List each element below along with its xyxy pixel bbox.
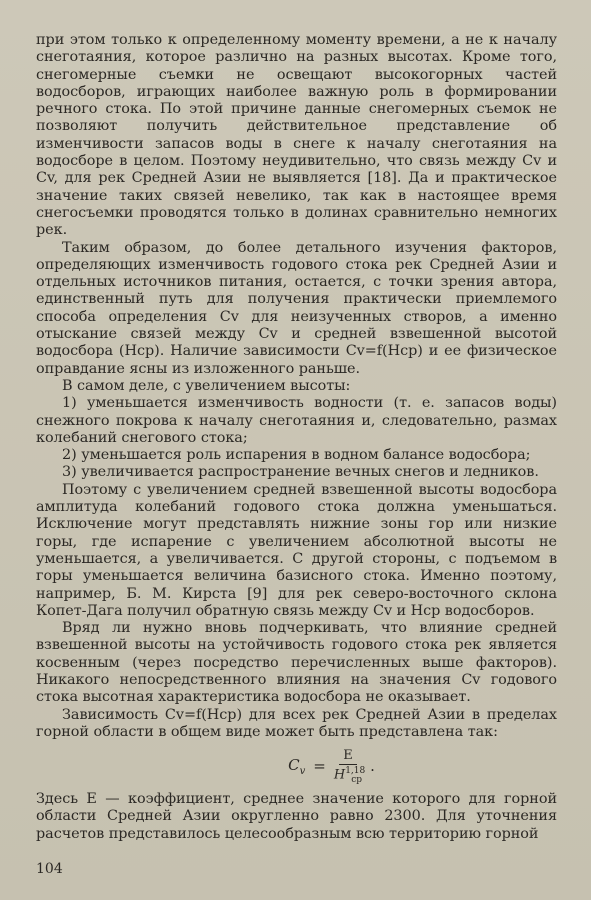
paragraph-p2: Таким образом, до более детального изучения факторов, определяющих изменчивость годового стока рек Средней Азии и отдельных источников питания, остается, с точки зрения автора, единственный путь для получения практически приемлемого способа определения Cv для неизученных створов, а именно отыскание связей между Cv и средней взвешенной высотой водосбора (Hср). Наличие зависимости Cv=f(Hср) и ее физическое оправдание ясны из изложенного раньше. [36,239,557,377]
paragraph-p8: Вряд ли нужно вновь подчеркивать, что влияние средней взвешенной высоты на устойчивость годового стока рек является косвенным (через посредство перечисленных выше факторов). Никакого непосредственного влияния на значения Cv годового стока высотная характеристика водосбора не оказывает. [36,620,557,706]
formula-equals: = [313,757,326,776]
formula-denominator-symbol: H [333,767,346,783]
formula-line [36,741,557,791]
formula-trailing: . [370,757,375,776]
paragraph-p4: 1) уменьшается изменчивость водности (т. е. запасов воды) снежного покрова к началу снеготаяния и, следовательно, размах колебаний снегового стока; [36,395,557,446]
formula-exponent: 1,18 [345,765,366,776]
paragraph-p3: В самом деле, с увеличением высоты: [62,377,351,394]
text-body-after [36,791,557,843]
paragraph-p1: при этом только к определенному моменту времени, а не к началу снеготаяния, которое различно на разных высотах. Кроме того, снегомерные съемки не освещают высокогорных частей водосборов, играющих наиболее важную роль в формировании речного стока. По этой причине данные снегомерных съемок не позволяют получить действительное представление об изменчивости запасов воды в снеге к началу снеготаяния на водосборе в целом. Поэтому неудивительно, что связь между Cv и Cv, для рек Средней Азии не выявляется [18]. Да и практическое значение таких связей невелико, так как в настоящее время снегосъемки проводятся только в долинах сравнительно немногих рек. [36,32,557,239]
paragraph-p6: 3) увеличивается распространение вечных снегов и ледников. [62,464,539,481]
paragraph-p5: 2) уменьшается роль испарения в водном балансе водосбора; [62,447,531,464]
paragraph-p7: Поэтому с увеличением средней взвешенной высоты водосбора амплитуда колебаний годового стока должна уменьшаться. Исключение могут представлять нижние зоны гор или низкие горы, где испарение с увеличением абсолютной высоты не уменьшается, а увеличивается. С другой стороны, с подъемом в горы уменьшается величина базисного стока. Именно поэтому, например, Б. М. Кирста [9] для рек северо-восточного склона Копет-Дага получил обратную связь между Cv и Hср водосборов. [36,481,557,619]
page-number: 104 [36,861,63,877]
paragraph-p9: Зависимость Cv=f(Hср) для всех рек Средней Азии в пределах горной области в общем виде может быть представлена так: [36,706,557,740]
formula-numerator: E [339,748,357,765]
formula-lhs: $C_v$ [288,755,306,777]
formula-denominator [333,765,366,785]
paragraph-p10: Здесь E — коэффициент, среднее значение которого для горной области Средней Азии округленно равно 2300. Для уточнения расчетов представилось целесообразным всю территорию горной [36,791,557,842]
formula [288,748,375,785]
formula-fraction [333,747,366,785]
formula-subscript: ср [351,774,363,785]
text-body [36,32,557,741]
